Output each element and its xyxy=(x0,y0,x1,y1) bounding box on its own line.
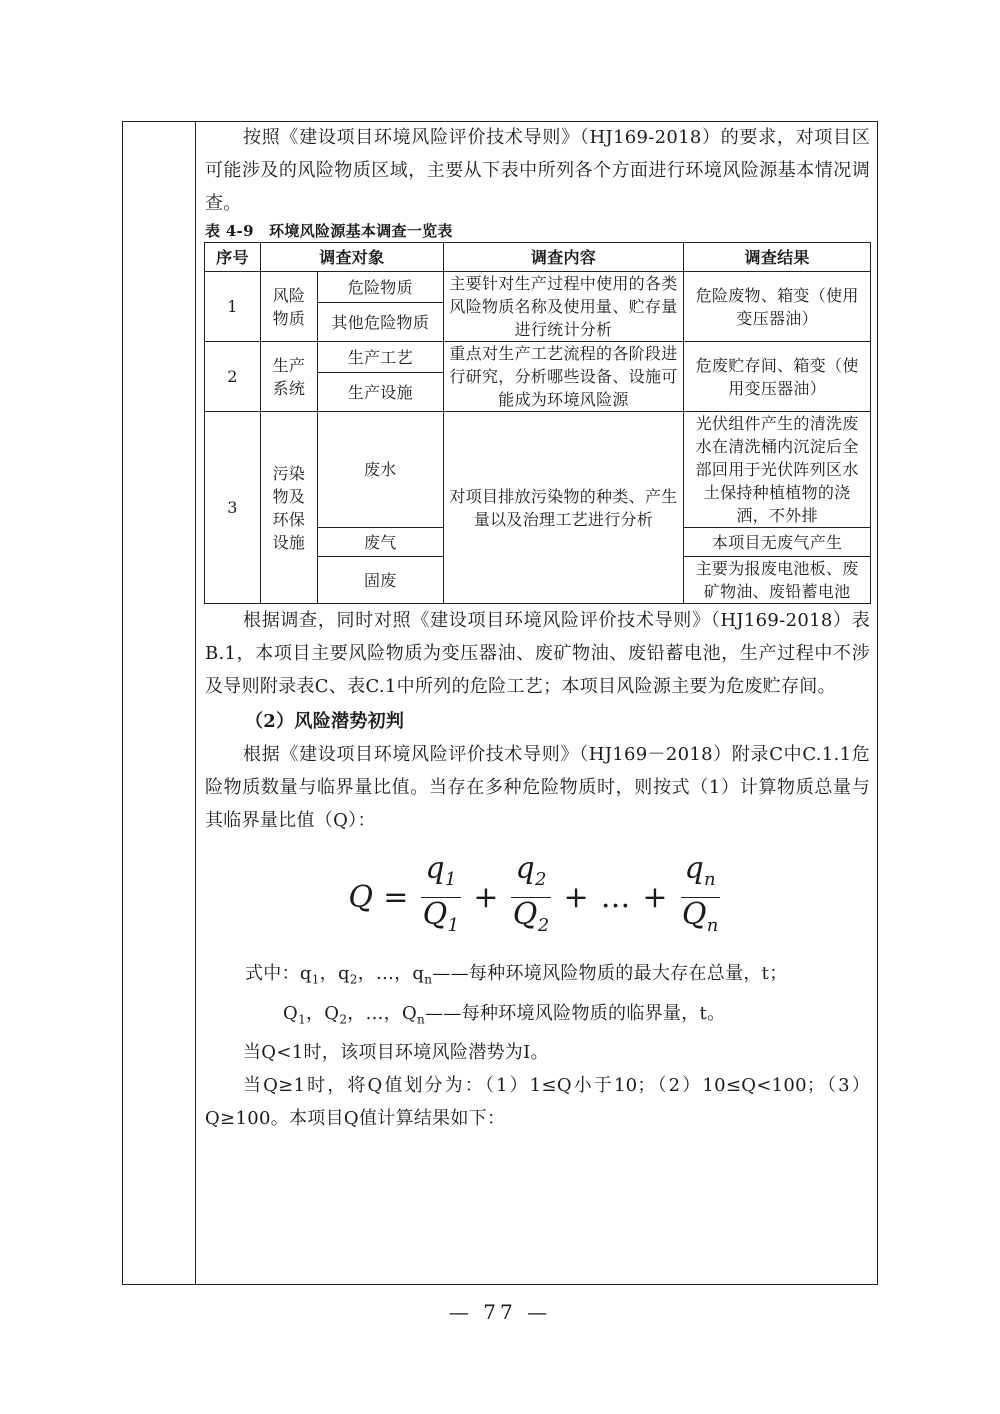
formula-term-n: $\frac{q_n}{Q_n}$ xyxy=(681,850,719,936)
risk-source-table xyxy=(204,242,871,604)
condition-2: 当Q≥1时，将Q值划分为：（1）1≤Q小于10；（2）10≤Q<100；（3）Q≥100。本项目Q值计算结果如下： xyxy=(205,1075,870,1130)
row-item: 废气 xyxy=(317,528,443,557)
intro-paragraph: 按照《建设项目环境风险评价技术导则》（HJ169-2018）的要求，对项目区可能涉及的风险物质区域，主要从下表中所列各个方面进行环境风险源基本情况调查。 xyxy=(205,127,870,214)
row-no: 3 xyxy=(205,412,261,604)
row-content: 重点对生产工艺流程的各阶段进行研究，分析哪些设备、设施可能成为环境风险源 xyxy=(443,342,684,412)
table-row xyxy=(205,342,871,373)
row-content: 对项目排放污染物的种类、产生量以及治理工艺进行分析 xyxy=(443,412,684,604)
condition-1: 当Q<1时，该项目环境风险潜势为Ⅰ。 xyxy=(243,1042,549,1064)
header-no: 序号 xyxy=(205,243,261,272)
row-item: 生产设施 xyxy=(317,373,443,412)
header-result: 调查结果 xyxy=(684,243,871,272)
header-object: 调查对象 xyxy=(260,243,443,272)
formula-term-2: $\frac{q_2}{Q_2}$ xyxy=(512,850,550,936)
after-table-section xyxy=(205,604,870,837)
definition-Q: $Q_1$，$Q_2$，...，$Q_n——$每种环境风险物质的临界量，t。 xyxy=(283,1002,726,1027)
table-header-row xyxy=(205,243,871,272)
formula-ellipsis: ... xyxy=(600,879,631,915)
row-no: 1 xyxy=(205,272,261,342)
row-category: 风险物质 xyxy=(260,272,317,342)
row-content: 主要针对生产过程中使用的各类风险物质名称及使用量、贮存量进行统计分析 xyxy=(443,272,684,342)
row-item: 固废 xyxy=(317,557,443,604)
formula-term-1: $\frac{q_1}{Q_1}$ xyxy=(422,850,460,936)
definition-q: 式中：$q_1$，$q_2$，...，$q_n——$每种环境风险物质的最大存在总量，t； xyxy=(245,963,788,987)
section-paragraph: 根据《建设项目环境风险评价技术导则》（HJ169－2018）附录C中C.1.1危险物质数量与临界量比值。当存在多种危险物质时，则按式（1）计算物质总量与其临界量比值（Q）： xyxy=(205,744,870,831)
table-row xyxy=(205,412,871,528)
table-caption: 表 4-9 环境风险源基本调查一览表 xyxy=(205,222,453,240)
page-number: — 77 — xyxy=(448,1300,552,1324)
row-result: 主要为报废电池板、废矿物油、废铅蓄电池 xyxy=(684,557,871,604)
formula-plus: + xyxy=(563,879,589,915)
formula-plus: + xyxy=(642,879,668,915)
header-content: 调查内容 xyxy=(443,243,684,272)
main-content xyxy=(205,121,870,1135)
row-item: 废水 xyxy=(317,412,443,528)
row-result: 本项目无废气产生 xyxy=(684,528,871,557)
formula-plus: + xyxy=(473,879,499,915)
formula-definitions xyxy=(205,957,870,1135)
formula-lhs: Q xyxy=(348,879,374,915)
row-result: 危险废物、箱变（使用变压器油） xyxy=(684,272,871,342)
row-category: 生产系统 xyxy=(260,342,317,412)
row-result: 光伏组件产生的清洗废水在清洗桶内沉淀后全部回用于光伏阵列区水土保持种植植物的浇洒，不外排 xyxy=(684,412,871,528)
section-heading: （2）风险潜势初判 xyxy=(245,711,405,732)
row-category: 污染物及环保设施 xyxy=(260,412,317,604)
q-formula xyxy=(205,837,870,957)
row-no: 2 xyxy=(205,342,261,412)
row-result: 危废贮存间、箱变（使用变压器油） xyxy=(684,342,871,412)
after-table-paragraph: 根据调查，同时对照《建设项目环境风险评价技术导则》（HJ169-2018）表B.1，本项目主要风险物质为变压器油、废矿物油、废铅蓄电池，生产过程中不涉及导则附录表C、表C.1中所列的危险工艺；本项目风险源主要为危废贮存间。 xyxy=(205,610,870,697)
frame-divider xyxy=(195,122,196,1284)
row-item: 危险物质 xyxy=(317,272,443,303)
table-row xyxy=(205,272,871,303)
row-item: 生产工艺 xyxy=(317,342,443,373)
formula-equals: = xyxy=(383,879,409,915)
row-item: 其他危险物质 xyxy=(317,303,443,342)
